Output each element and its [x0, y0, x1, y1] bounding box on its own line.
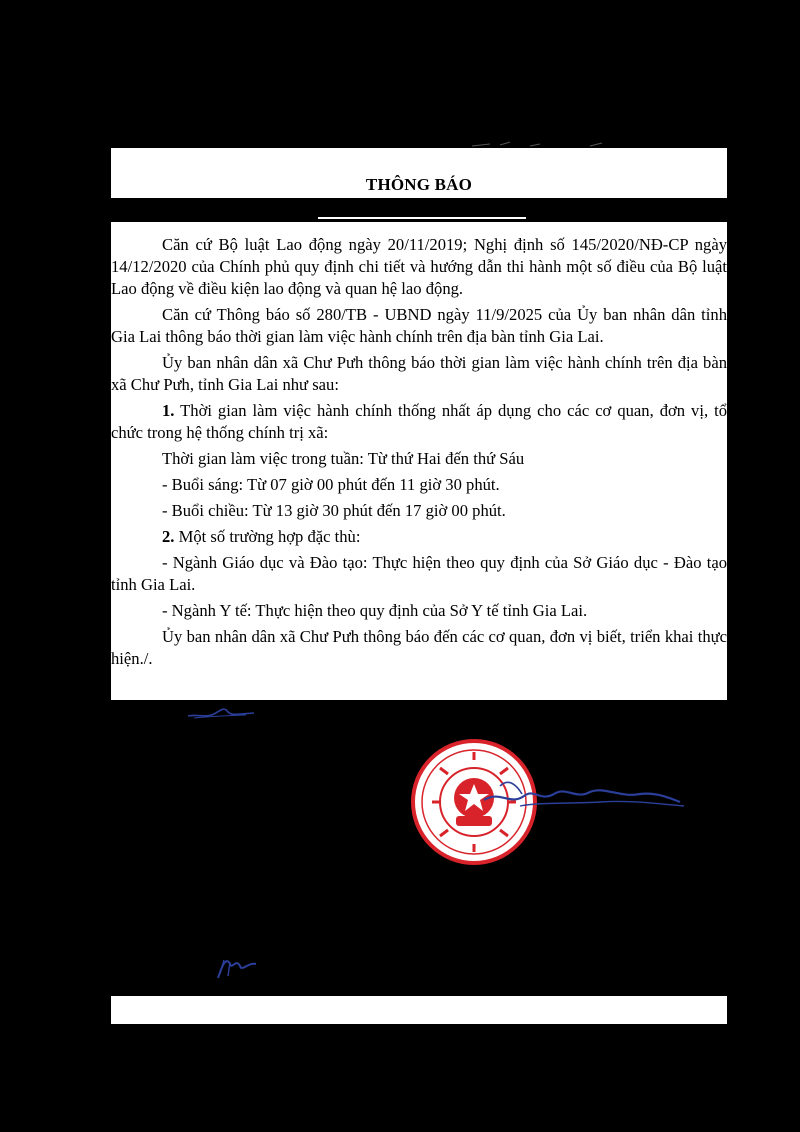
education-rule: - Ngành Giáo dục và Đào tạo: Thực hiện theo quy định của Sở Giáo dục - Đào tạo tỉnh Gia Lai.	[111, 553, 727, 594]
morning-hours: - Buổi sáng: Từ 07 giờ 00 phút đến 11 giờ 30 phút.	[162, 475, 500, 494]
body-band	[111, 222, 727, 700]
paragraph-legal-basis-1: Căn cứ Bộ luật Lao động ngày 20/11/2019; Nghị định số 145/2020/NĐ-CP ngày 14/12/2020 của Chính phủ quy định chi tiết và hướng dẫn thi hành một số điều của Bộ luật Lao động về điều kiện lao động và quan hệ lao động.	[111, 235, 727, 298]
initial-signature	[186, 702, 256, 726]
document-title: THÔNG BÁO	[365, 175, 473, 194]
document-body	[111, 234, 727, 674]
closing-paragraph: Ủy ban nhân dân xã Chư Pưh thông báo đến các cơ quan, đơn vị biết, triển khai thực hiện./.	[111, 627, 727, 668]
paragraph-legal-basis-2: Căn cứ Thông báo số 280/TB - UBND ngày 11/9/2025 của Ủy ban nhân dân tỉnh Gia Lai thông báo thời gian làm việc hành chính trên địa bàn tỉnh Gia Lai.	[111, 305, 727, 346]
work-week: Thời gian làm việc trong tuần: Từ thứ Hai đến thứ Sáu	[162, 449, 525, 468]
title-band	[111, 148, 727, 198]
section-2-text: Một số trường hợp đặc thù:	[174, 527, 361, 546]
section-2-number: 2.	[162, 527, 175, 546]
section-2	[111, 526, 727, 548]
section-1	[111, 400, 727, 444]
health-rule: - Ngành Y tế: Thực hiện theo quy định của Sở Y tế tỉnh Gia Lai.	[162, 601, 588, 620]
footer-band	[111, 996, 727, 1024]
section-1-text: Thời gian làm việc hành chính thống nhất áp dụng cho các cơ quan, đơn vị, tổ chức trong hệ thống chính trị xã:	[111, 401, 727, 442]
scan-artifact	[470, 138, 620, 148]
secondary-signature	[214, 952, 260, 982]
main-signature	[480, 772, 685, 820]
section-1-number: 1.	[162, 401, 175, 420]
paragraph-intro: Ủy ban nhân dân xã Chư Pưh thông báo thời gian làm việc hành chính trên địa bàn xã Chư Pưh, tỉnh Gia Lai như sau:	[111, 353, 727, 394]
afternoon-hours: - Buổi chiều: Từ 13 giờ 30 phút đến 17 giờ 00 phút.	[162, 501, 506, 520]
title-underline	[318, 217, 526, 219]
